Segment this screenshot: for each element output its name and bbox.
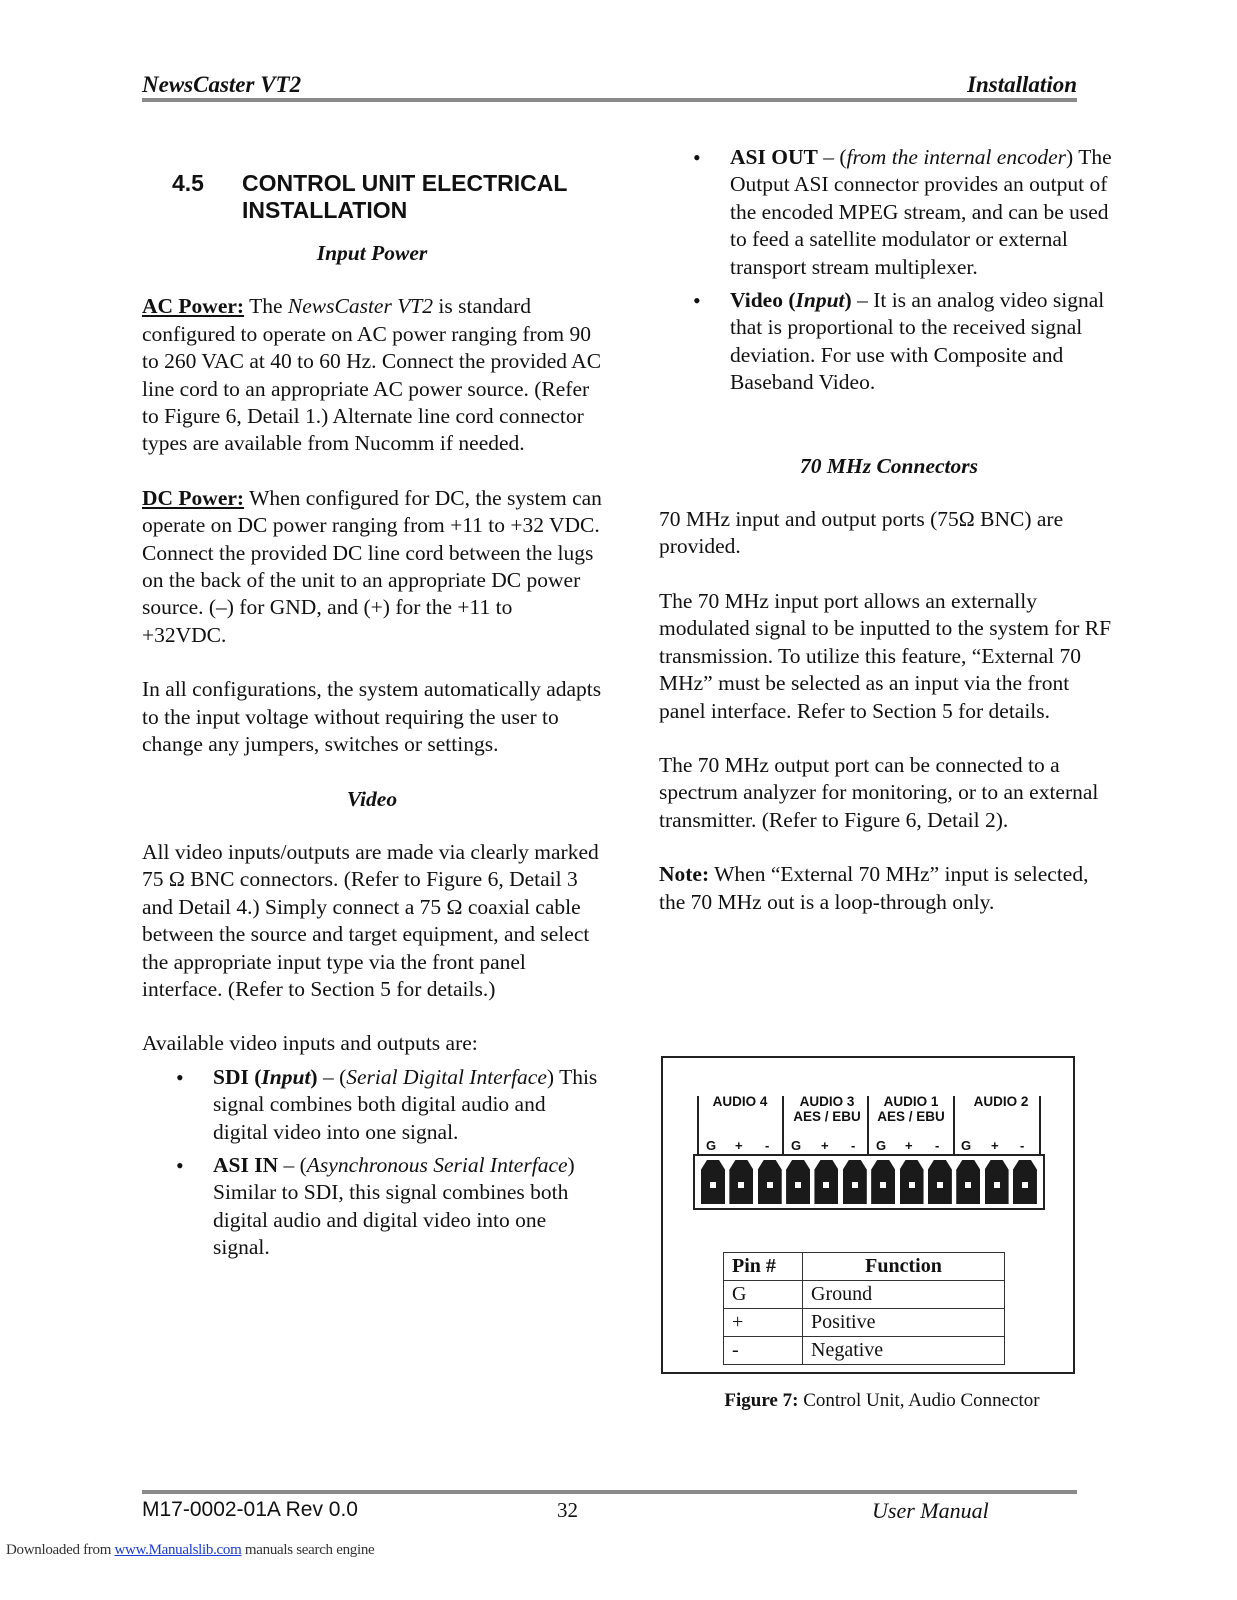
pin-symbol: G [876,1138,887,1153]
footer-doc-id: M17-0002-01A Rev 0.0 [142,1498,358,1521]
figure-caption: Figure 7: Control Unit, Audio Connector [724,1390,1040,1411]
manualslib-link[interactable]: www.Manualslib.com [114,1542,242,1558]
mhz70-paragraph-3: The 70 MHz output port can be connected to a spectrum analyzer for monitoring, or to an external transmitter. (Refer to Figure 6, Detail 2). [659,752,1099,832]
footer-rule [142,1490,1077,1494]
audio-2-label: AUDIO 2 [973,1094,1029,1109]
pin-symbol: - [935,1138,940,1153]
audio-connector-figure [661,1056,1075,1374]
group-divider [782,1096,784,1154]
table-cell: - [724,1337,803,1365]
table-cell: + [724,1309,803,1337]
column-header: Pin # [724,1253,803,1281]
table-cell: Negative [803,1337,1005,1365]
section-number: 4.5 [172,170,204,196]
header-rule [142,98,1077,102]
video-intro-paragraph: All video inputs/outputs are made via clearly marked 75 Ω BNC connectors. (Refer to Figure 6, Detail 3 and Detail 4.) Simply connect a 75 Ω coaxial cable between the source and target equipment, and select the appropriate input type via the front panel interface. (Refer to Section 5 for details.) [142,839,599,1001]
pin-symbol: G [791,1138,802,1153]
terminal-pin [786,1160,810,1204]
pin-symbol: - [851,1138,856,1153]
pin-symbol: - [765,1138,770,1153]
header-product-title: NewsCaster VT2 [142,72,302,97]
pin-symbol: + [821,1138,829,1153]
group-divider [953,1096,955,1154]
mhz70-paragraph-2: The 70 MHz input port allows an externally modulated signal to be inputted to the system for RF transmission. To utilize this feature, “External 70 MHz” must be selected as an input via the front panel interface. Refer to Section 5 for details. [659,588,1112,723]
terminal-pin [843,1160,867,1204]
terminal-pin [1013,1160,1037,1204]
table-cell: G [724,1281,803,1309]
table-cell: Positive [803,1309,1005,1337]
pin-symbol: G [961,1138,972,1153]
footer-manual-label: User Manual [872,1498,989,1523]
table-cell: Ground [803,1281,1005,1309]
terminal-pin [985,1160,1009,1204]
audio-3-label: AUDIO 3 AES / EBU [793,1094,861,1124]
ac-power-paragraph: AC Power: The NewsCaster VT2 is standard configured to operate on AC power ranging from 90 to 260 VAC at 40 to 60 Hz. Connect the provided AC line cord to an appropriate AC power source. (Refer to Figure 6, Detail 1.) Alternate line cord connector types are available from Nucomm if needed. [142,294,602,456]
right-column [659,144,1119,916]
video-available-line: Available video inputs and outputs are: [142,1031,478,1056]
table-header-row [724,1253,1005,1281]
input-power-heading: Input Power [316,241,428,265]
pin-symbol: + [991,1138,999,1153]
terminal-pin [956,1160,980,1204]
audio-1-label: AUDIO 1 AES / EBU [877,1094,945,1124]
ac-power-label: AC Power: [142,294,245,319]
video-list-right [659,144,1119,397]
page-number: 32 [557,1498,578,1522]
left-column [142,170,602,1268]
section-title: CONTROL UNIT ELECTRICAL INSTALLATION [242,170,568,223]
dc-power-paragraph: DC Power: When configured for DC, the system can operate on DC power ranging from +11 to +32 VDC. Connect the provided DC line cord between the lugs on the back of the unit to an appropriate DC power source. (–) for GND, and (+) for the +11 to +32VDC. [142,485,602,647]
table-row [724,1281,1005,1309]
pin-symbol: G [706,1138,717,1153]
terminal-pin [814,1160,838,1204]
column-header: Function [803,1253,1005,1281]
pin-symbol: + [905,1138,913,1153]
table-row [724,1337,1005,1365]
pin-symbol: + [735,1138,743,1153]
list-item: • Video (Input) – It is an analog video signal that is proportional to the received signal deviation. For use with Composite and Baseband Video. [659,287,1119,397]
terminal-pin [928,1160,952,1204]
pin-symbol: - [1020,1138,1025,1153]
list-item: • SDI (Input) – (Serial Digital Interface) This signal combines both digital audio and digital video into one signal. [142,1064,602,1146]
pin-function-table [723,1252,1005,1365]
download-notice: Downloaded from www.Manualslib.com manuals search engine [6,1542,375,1558]
table-row [724,1309,1005,1337]
section-heading [172,170,602,224]
group-divider [867,1096,869,1154]
group-divider [697,1096,699,1154]
mhz70-heading: 70 MHz Connectors [799,453,978,478]
video-heading: Video [346,786,398,811]
terminal-pin [900,1160,924,1204]
header-chapter-title: Installation [967,72,1077,97]
product-name: NewsCaster VT2 [287,294,434,319]
group-divider [1039,1096,1041,1154]
audio-4-label: AUDIO 4 [712,1094,768,1109]
list-item: • ASI IN – (Asynchronous Serial Interface) Similar to SDI, this signal combines both digital audio and digital video into one signal. [142,1152,602,1262]
terminal-pin [701,1160,725,1204]
terminal-pin [758,1160,782,1204]
list-item: • ASI OUT – (from the internal encoder) The Output ASI connector provides an output of the encoded MPEG stream, and can be used to feed a satellite modulator or external transport stream multiplexer. [659,144,1119,281]
dc-power-label: DC Power: [142,485,245,510]
mhz70-note: Note: When “External 70 MHz” input is selected, the 70 MHz out is a loop-through only. [659,862,1089,914]
video-list-left [142,1064,602,1262]
terminal-pin [871,1160,895,1204]
auto-adapt-paragraph: In all configurations, the system automatically adapts to the input voltage without requiring the user to change any jumpers, switches or settings. [142,677,602,757]
terminal-block [693,1154,1045,1210]
terminal-pin [729,1160,753,1204]
mhz70-paragraph-1: 70 MHz input and output ports (75Ω BNC) are provided. [659,507,1064,559]
